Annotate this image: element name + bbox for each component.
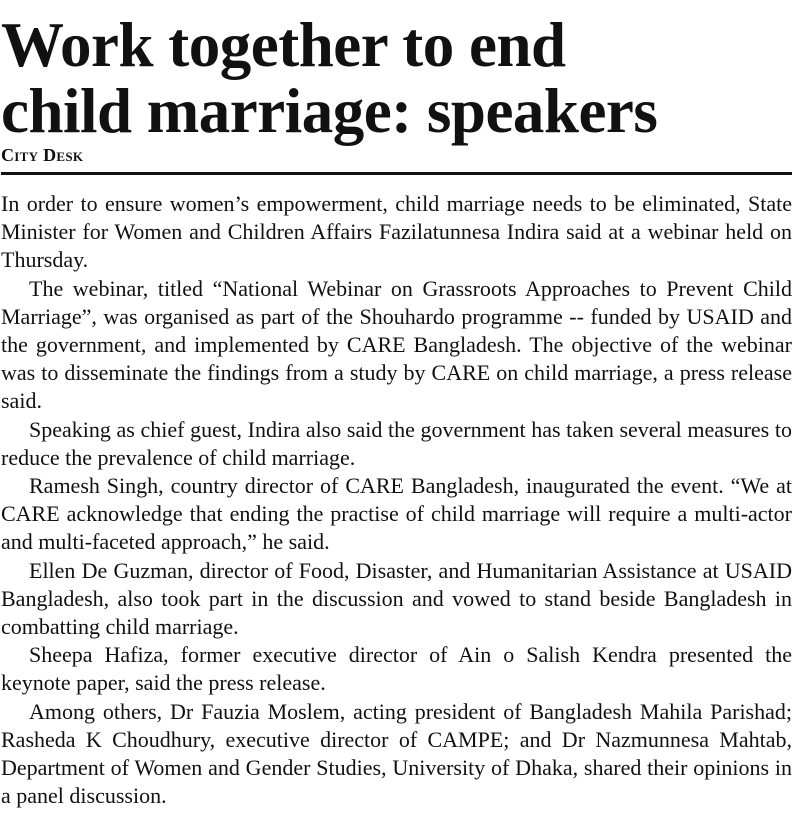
headline-line-1: Work together to end (1, 10, 566, 80)
paragraph-2: The webinar, titled “National Webinar on Grassroots Approaches to Prevent Child Marriage”, was organised as part of the Shouhardo programme -- funded by USAID and the government, and implemented by CARE Bangladesh. The objective of the webinar was to disseminate the findings from a study by CARE on child marriage, a press release said. (1, 275, 792, 414)
byline: City Desk (1, 144, 792, 175)
article-body (1, 190, 792, 810)
paragraph-6: Sheepa Hafiza, former executive director of Ain o Salish Kendra presented the keynote paper, said the press release. (1, 642, 792, 696)
headline (1, 0, 792, 144)
paragraph-5: Ellen De Guzman, director of Food, Disaster, and Humanitarian Assistance at USAID Bangladesh, also took part in the discussion and vowed to stand beside Bangladesh in combatting child marriage. (1, 557, 792, 640)
paragraph-1: In order to ensure women’s empowerment, child marriage needs to be eliminated, State Minister for Women and Children Affairs Fazilatunnesa Indira said at a webinar held on Thursday. (1, 191, 792, 273)
paragraph-3: Speaking as chief guest, Indira also said the government has taken several measures to reduce the prevalence of child marriage. (1, 416, 792, 470)
paragraph-7: Among others, Dr Fauzia Moslem, acting president of Bangladesh Mahila Parishad; Rasheda K Choudhury, executive director of CAMPE; and Dr Nazmunnesa Mahtab, Department of Women and Gender Studies, University of Dhaka, shared their opinions in a panel discussion. (1, 698, 792, 809)
headline-line-2: child marriage: speakers (1, 76, 658, 146)
paragraph-4: Ramesh Singh, country director of CARE Bangladesh, inaugurated the event. “We at CARE acknowledge that ending the practise of child marriage will require a multi-actor and multi-faceted approach,” he said. (1, 473, 792, 555)
